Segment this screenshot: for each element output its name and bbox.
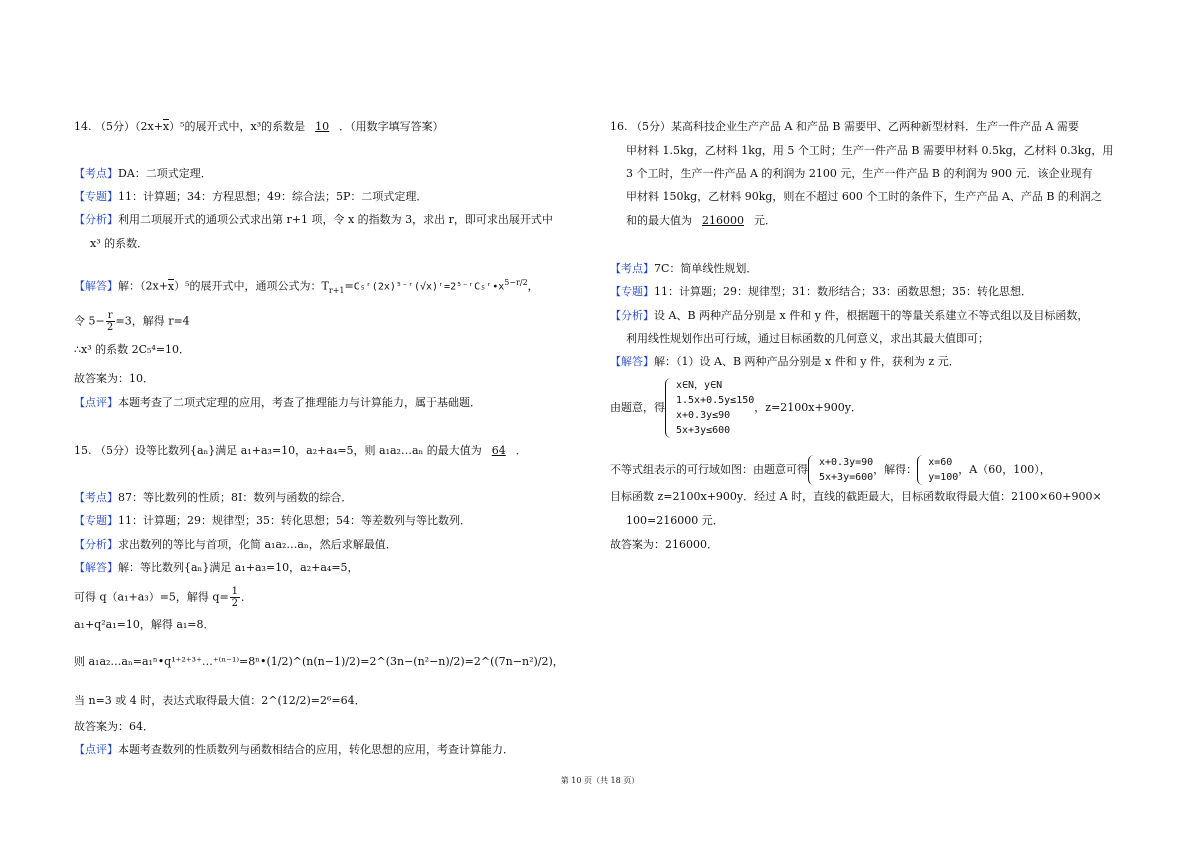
q14-jieda-line2: 令 5− $\frac{r}{2}$ =3，解得 r=4 [74,310,190,333]
q14-kaodian: 【考点】DA：二项式定理． [74,167,212,180]
q16-fenxi-cont: 利用线性规划作出可行域，通过目标函数的几何意义，求出其最大值即可； [626,332,989,345]
q16-answer: 216000 [702,214,744,227]
q15-jieda-line4: 则 a₁a₂…aₙ=a₁ⁿ•q¹⁺²⁺³⁺…⁺⁽ⁿ⁻¹⁾=8ⁿ•(1/2)^(n(n−1)/2)=2^(3n−(n²−n)/2)=2^((7n−n²)/2)， [74,655,564,668]
q14-fenxi-cont: x³ 的系数． [90,237,149,250]
q15-stem: 15. （5分）设等比数列{aₙ}满足 a₁+a₃=10，a₂+a₄=5，则 a₁a₂…aₙ 的最大值为 64 ． [74,444,527,457]
q14-answer: 10 [315,120,330,133]
q14-fenxi: 【分析】利用二项展开式的通项公式求出第 r+1 项，令 x 的指数为 3，求出 r，即可求出展开式中 [74,213,553,226]
intersect-system: x+0.3y=90 5x+3y=600 [808,455,873,485]
q15-jieda-line5: 当 n=3 或 4 时，表达式取得最大值：2^(12/2)=2⁶=64． [74,694,366,707]
q14-zhuanti: 【专题】11：计算题；34：方程思想；49：综合法；5P：二项式定理． [74,190,428,203]
q14-stem: 14. （5分）（2x+x）⁵的展开式中，x³的系数是 10 ．（用数字填写答案） [74,120,444,133]
page-footer: 第 10 页（共 18 页） [560,776,640,785]
q15-dianping: 【点评】本题考查数列的性质数列与函数相结合的应用，转化思想的应用，考查计算能力． [74,743,514,756]
constraint-system: x∈N，y∈N 1.5x+0.5y≤150 x+0.3y≤90 5x+3y≤600 [665,378,754,438]
q15-jieda-line2: 可得 q（a₁+a₃）=5，解得 q= $\frac{1}{2}$ ． [74,586,253,609]
q16-objective-2: 100=216000 元． [626,514,724,527]
q15-fenxi: 【分析】求出数列的等比与首项，化简 a₁a₂…aₙ，然后求解最值． [74,538,397,551]
q15-answer: 64 [491,444,506,457]
q16-kaodian: 【考点】7C：简单线性规划． [610,262,758,275]
q15-jieda-line3: a₁+q²a₁=10，解得 a₁=8． [74,618,215,631]
q16-stem-1: 16. （5分）某高科技企业生产产品 A 和产品 B 需要甲、乙两种新型材料．生产一件产品 A 需要 [610,120,1079,133]
q16-objective-1: 目标函数 z=2100x+900y．经过 A 时，直线的截距最大，目标函数取得最大值：2100×60+900× [610,490,1102,503]
q15-zhuanti: 【专题】11：计算题；29：规律型；35：转化思想；54：等差数列与等比数列． [74,514,471,527]
q16-stem-3: 3 个工时，生产一件产品 A 的利润为 2100 元，生产一件产品 B 的利润为 900 元．该企业现有 [626,167,1093,180]
q15-kaodian: 【考点】87：等比数列的性质；8I：数列与函数的综合． [74,491,353,504]
q16-stem-2: 甲材料 1.5kg，乙材料 1kg，用 5 个工时；生产一件产品 B 需要甲材料 0.5kg，乙材料 0.3kg，用 [626,144,1114,157]
q15-jieda-line6: 故答案为：64． [74,720,154,733]
q16-system: 由题意，得 x∈N，y∈N 1.5x+0.5y≤150 x+0.3y≤90 5x+3y≤600 ，z=2100x+900y． [610,380,862,436]
q14-dianping: 【点评】本题考查了二项式定理的应用，考查了推理能力与计算能力，属于基础题． [74,396,481,409]
q14-jieda-line4: 故答案为：10． [74,372,154,385]
fraction-r-over-2: $\frac{r}{2}$ [106,310,114,333]
q16-zhuanti: 【专题】11：计算题；29：规律型；31：数形结合；33：函数思想；35：转化思想． [610,285,1032,298]
fraction-one-half: $\frac{1}{2}$ [231,586,239,609]
q15-jieda: 【解答】解：等比数列{aₙ}满足 a₁+a₃=10，a₂+a₄=5， [74,561,359,574]
q14-jieda: 【解答】解：（2x+x）⁵的展开式中，通项公式为：$T_{r+1}=C_5ʳ(2x)^{5-}ʳ(√x)ʳ=2^{5-}ʳC_5ʳ•x^{5-r/2}$， [74,278,539,295]
q16-jieda: 【解答】解：（1）设 A、B 两种产品分别是 x 件和 y 件，获利为 z 元． [610,355,960,368]
q16-stem-5: 和的最大值为 216000 元． [626,214,776,227]
solution-system: x=60 y=100 [917,455,958,485]
q16-feasible: 不等式组表示的可行域如图：由题意可得 x+0.3y=90 5x+3y=600 ，解得： x=60 y=100 ，A（60，100）， [610,457,1051,483]
q14-jieda-line3: ∴x³ 的系数 2C₅⁴=10． [74,343,191,356]
q16-fenxi: 【分析】设 A、B 两种产品分别是 x 件和 y 件，根据题干的等量关系建立不等式组以及目标函数， [610,309,1089,322]
q16-stem-4: 甲材料 150kg，乙材料 90kg，则在不超过 600 个工时的条件下，生产产品 A、产品 B 的利润之 [626,190,1102,203]
q16-final: 故答案为：216000． [610,538,718,551]
